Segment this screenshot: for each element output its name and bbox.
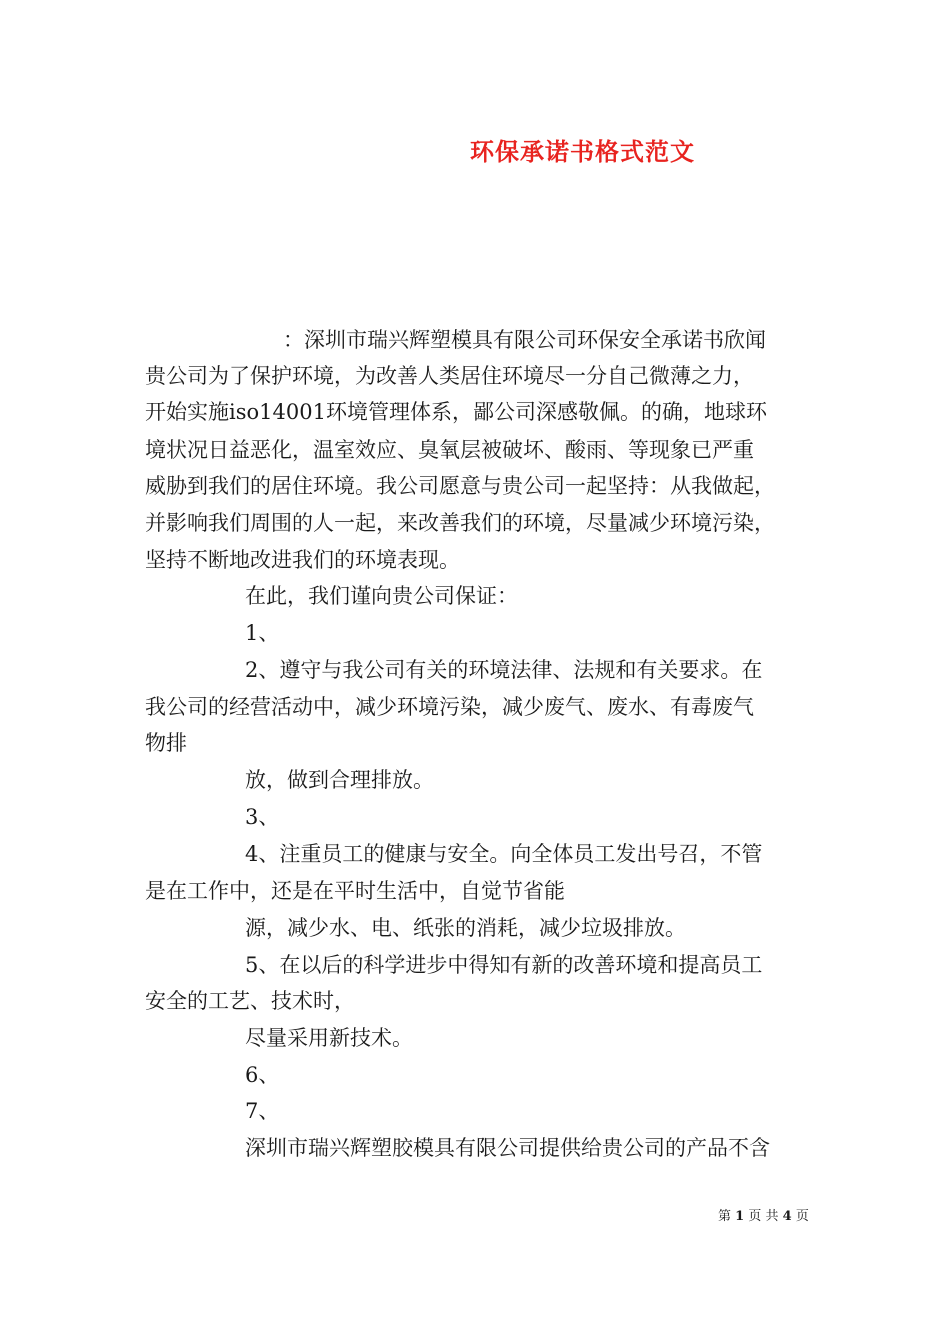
body-line: 我公司的经营活动中，减少环境污染，减少废气、废水、有毒废气 [145, 695, 754, 719]
page-title: 环保承诺书格式范文 [470, 137, 695, 166]
body-line: 3、 [245, 805, 280, 829]
body-line: 7、 [245, 1099, 280, 1123]
body-line: 在此，我们谨向贵公司保证： [245, 584, 518, 608]
body-line: 开始实施iso14001环境管理体系，鄙公司深感敬佩。的确，地球环 [145, 400, 767, 424]
body-line: 4、注重员工的健康与安全。向全体员工发出号召，不管 [245, 842, 763, 866]
body-line: 安全的工艺、技术时， [145, 989, 355, 1013]
body-line: 源，减少水、电、纸张的消耗，减少垃圾排放。 [245, 916, 686, 940]
body-line: 物排 [145, 731, 187, 755]
footer-middle: 页 共 [748, 1209, 779, 1224]
body-line: 威胁到我们的居住环境。我公司愿意与贵公司一起坚持：从我做起， [145, 474, 775, 498]
body-line: 5、在以后的科学进步中得知有新的改善环境和提高员工 [245, 953, 763, 977]
footer-total-pages: 4 [782, 1209, 792, 1224]
body-line: 6、 [245, 1063, 280, 1087]
body-line: 尽量采用新技术。 [245, 1026, 413, 1050]
body-line: 放，做到合理排放。 [245, 768, 434, 792]
body-line: ：深圳市瑞兴辉塑模具有限公司环保安全承诺书欣闻 [283, 328, 766, 352]
body-line: 坚持不断地改进我们的环境表现。 [145, 548, 460, 572]
footer-page-number: 1 [735, 1209, 745, 1224]
body-line: 是在工作中，还是在平时生活中，自觉节省能 [145, 879, 565, 903]
body-line: 2、遵守与我公司有关的环境法律、法规和有关要求。在 [245, 658, 763, 682]
footer-suffix: 页 [795, 1209, 809, 1224]
body-line: 境状况日益恶化，温室效应、臭氧层被破坏、酸雨、等现象已严重 [145, 438, 754, 462]
body-line: 并影响我们周围的人一起，来改善我们的环境，尽量减少环境污染， [145, 511, 775, 535]
body-line: 深圳市瑞兴辉塑胶模具有限公司提供给贵公司的产品不含 [245, 1136, 770, 1160]
body-line: 贵公司为了保护环境，为改善人类居住环境尽一分自己微薄之力， [145, 364, 754, 388]
footer-prefix: 第 [718, 1209, 732, 1224]
page-footer [718, 1205, 809, 1224]
body-line: 1、 [245, 621, 280, 645]
